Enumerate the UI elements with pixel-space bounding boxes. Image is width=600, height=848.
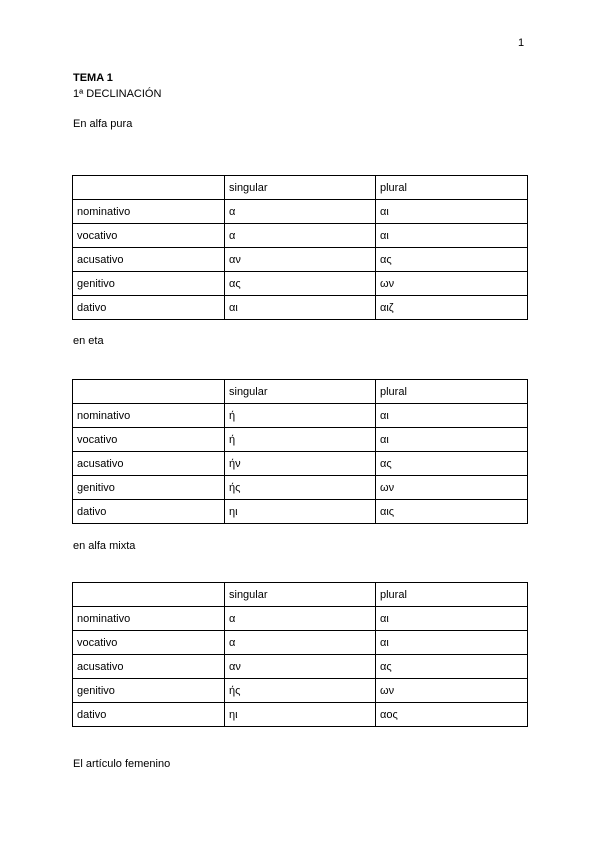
case-cell: vocativo bbox=[73, 224, 225, 248]
case-cell: genitivo bbox=[73, 476, 225, 500]
plural-cell: αι bbox=[376, 631, 528, 655]
table-row bbox=[73, 655, 528, 679]
singular-cell: ας bbox=[225, 272, 376, 296]
singular-cell: ή bbox=[225, 428, 376, 452]
header-cell: plural bbox=[376, 583, 528, 607]
table-row bbox=[73, 428, 528, 452]
plural-cell: ων bbox=[376, 476, 528, 500]
plural-cell: αος bbox=[376, 703, 528, 727]
header-cell: singular bbox=[225, 176, 376, 200]
plural-cell: αι bbox=[376, 404, 528, 428]
header-cell bbox=[73, 583, 225, 607]
header-cell bbox=[73, 380, 225, 404]
header-cell bbox=[73, 176, 225, 200]
declension-table-alfa-mixta bbox=[72, 582, 528, 727]
header-cell: singular bbox=[225, 583, 376, 607]
plural-cell: αι bbox=[376, 428, 528, 452]
singular-cell: αν bbox=[225, 655, 376, 679]
declension-table-eta bbox=[72, 379, 528, 524]
section-label-eta: en eta bbox=[73, 335, 104, 347]
case-cell: nominativo bbox=[73, 607, 225, 631]
case-cell: genitivo bbox=[73, 679, 225, 703]
case-cell: nominativo bbox=[73, 404, 225, 428]
singular-cell: α bbox=[225, 631, 376, 655]
case-cell: dativo bbox=[73, 500, 225, 524]
table-row bbox=[73, 500, 528, 524]
declension-table-alfa-pura bbox=[72, 175, 528, 320]
table-row bbox=[73, 404, 528, 428]
header-cell: singular bbox=[225, 380, 376, 404]
singular-cell: αι bbox=[225, 296, 376, 320]
document-title: TEMA 1 bbox=[73, 72, 113, 84]
table-row bbox=[73, 607, 528, 631]
plural-cell: αι bbox=[376, 607, 528, 631]
singular-cell: ηι bbox=[225, 500, 376, 524]
table-row bbox=[73, 224, 528, 248]
case-cell: dativo bbox=[73, 296, 225, 320]
case-cell: acusativo bbox=[73, 452, 225, 476]
table-header-row bbox=[73, 583, 528, 607]
singular-cell: ηι bbox=[225, 703, 376, 727]
header-cell: plural bbox=[376, 176, 528, 200]
case-cell: dativo bbox=[73, 703, 225, 727]
singular-cell: ής bbox=[225, 476, 376, 500]
singular-cell: α bbox=[225, 224, 376, 248]
plural-cell: ων bbox=[376, 272, 528, 296]
document-subtitle: 1ª DECLINACIÓN bbox=[73, 88, 162, 100]
singular-cell: ήν bbox=[225, 452, 376, 476]
page-number: 1 bbox=[518, 37, 525, 49]
singular-cell: α bbox=[225, 200, 376, 224]
table-row bbox=[73, 679, 528, 703]
case-cell: genitivo bbox=[73, 272, 225, 296]
plural-cell: αις bbox=[376, 500, 528, 524]
table-header-row bbox=[73, 176, 528, 200]
singular-cell: α bbox=[225, 607, 376, 631]
case-cell: nominativo bbox=[73, 200, 225, 224]
plural-cell: αιζ bbox=[376, 296, 528, 320]
header-cell: plural bbox=[376, 380, 528, 404]
table-row bbox=[73, 248, 528, 272]
plural-cell: αι bbox=[376, 224, 528, 248]
case-cell: vocativo bbox=[73, 428, 225, 452]
table-row bbox=[73, 200, 528, 224]
table-row bbox=[73, 272, 528, 296]
section-label-alfa-pura: En alfa pura bbox=[73, 118, 133, 130]
table-header-row bbox=[73, 380, 528, 404]
table-row bbox=[73, 631, 528, 655]
footer-heading: El artículo femenino bbox=[73, 758, 171, 770]
singular-cell: αν bbox=[225, 248, 376, 272]
case-cell: vocativo bbox=[73, 631, 225, 655]
plural-cell: ων bbox=[376, 679, 528, 703]
plural-cell: αι bbox=[376, 200, 528, 224]
singular-cell: ής bbox=[225, 679, 376, 703]
table-row bbox=[73, 452, 528, 476]
case-cell: acusativo bbox=[73, 655, 225, 679]
table-row bbox=[73, 296, 528, 320]
plural-cell: ας bbox=[376, 452, 528, 476]
case-cell: acusativo bbox=[73, 248, 225, 272]
singular-cell: ή bbox=[225, 404, 376, 428]
table-row bbox=[73, 703, 528, 727]
plural-cell: ας bbox=[376, 248, 528, 272]
section-label-alfa-mixta: en alfa mixta bbox=[73, 540, 136, 552]
table-row bbox=[73, 476, 528, 500]
plural-cell: ας bbox=[376, 655, 528, 679]
